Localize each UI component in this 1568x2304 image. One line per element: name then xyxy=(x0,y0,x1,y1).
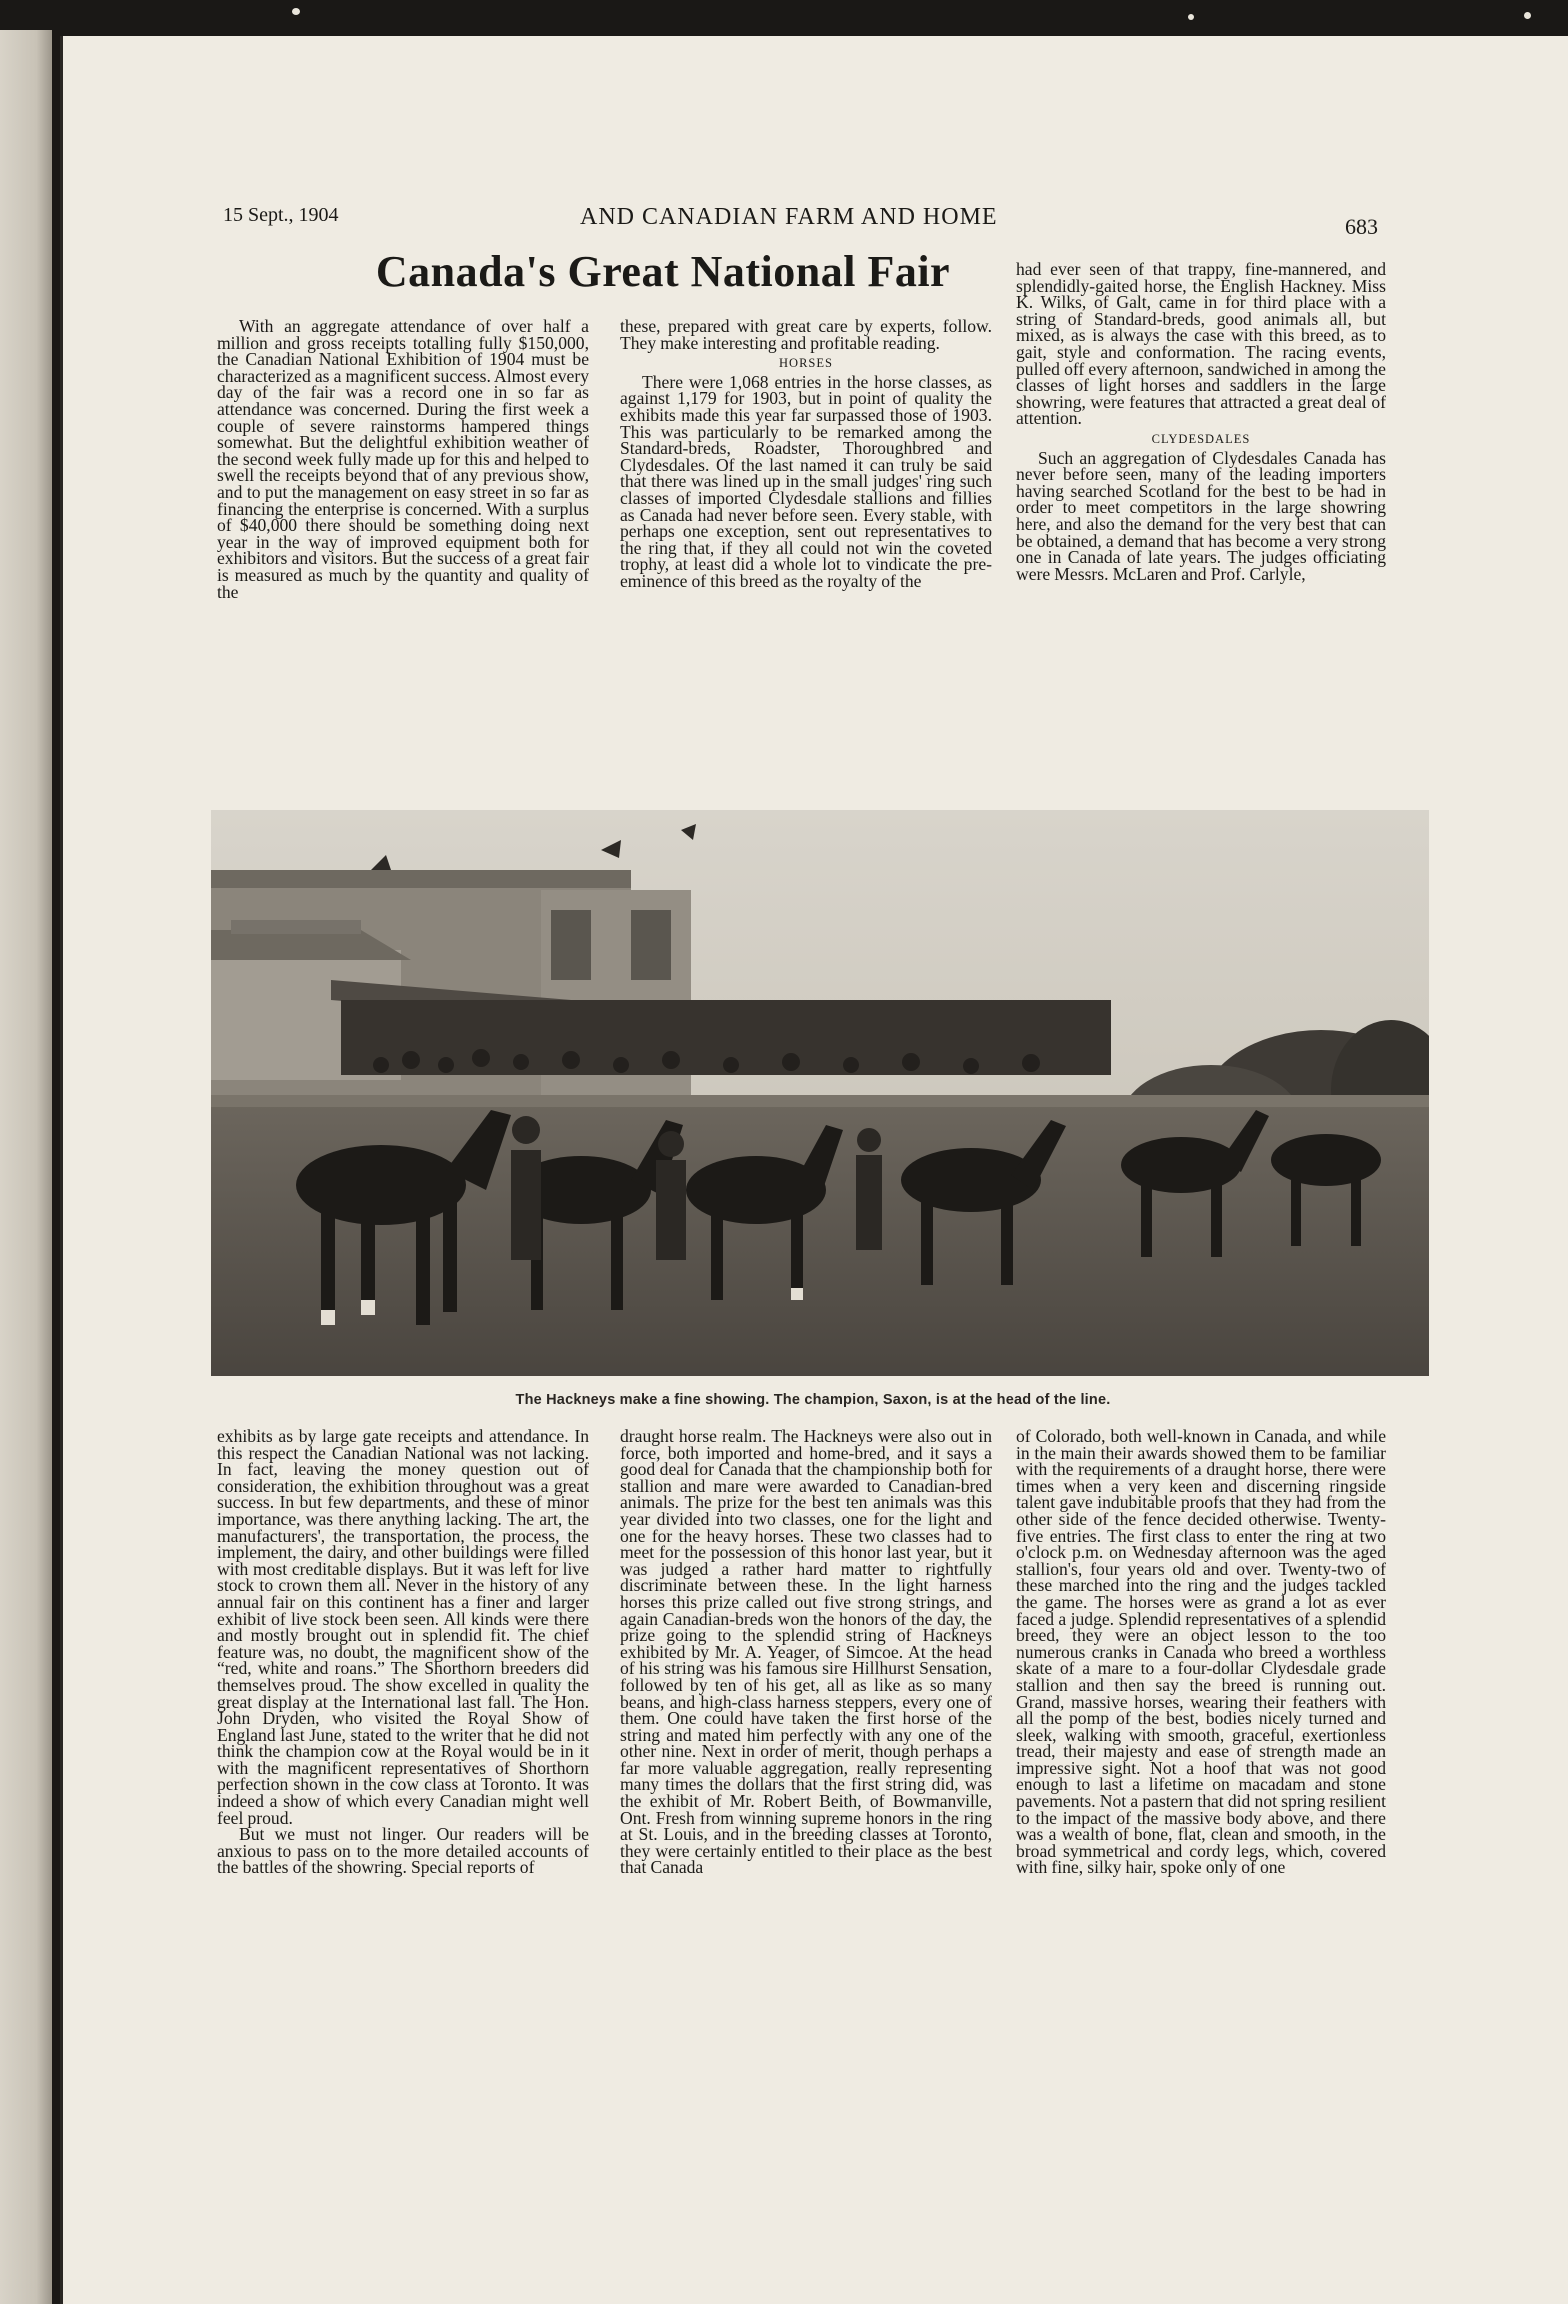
dust-speck xyxy=(292,8,300,15)
column-5 xyxy=(620,1428,992,1876)
photo-illustration xyxy=(211,810,1429,1376)
running-header xyxy=(63,204,1568,244)
section-heading-clydesdales: CLYDESDALES xyxy=(1151,431,1251,446)
column-2 xyxy=(620,318,992,590)
paragraph: of Colorado, both well-known in Canada, and while in the main their awards showed them to be familiar with the requirements of a draught horse, there were times when a very keen and discerning ringside talent gave indubitable proofs that they had from the other side of the fence decided otherwise. Twenty-five entries. The first class to enter the ring at two o'clock p.m. on Wednesday afternoon was the aged stallion's, four years old and over. Twenty-two of these marched into the ring and the judges tackled the game. The horses were as grand a lot as ever faced a judge. Splendid representatives of a splendid breed, they were an object lesson to the too numerous cranks in Canada who breed a worthless skate of a mare to a four-dollar Clydesdale grade stallion and then say the breed is running out. Grand, massive horses, wearing their feathers with all the pomp of the best, bodies nicely turned and sleek, walking with smooth, graceful, exertionless tread, their majesty and ease of strength made an impressive sight. Not a hoof that was not good enough to last a lifetime on macadam and stone pavements. Not a pastern that did not spring resilient to the impact of the massive body above, and there was a wealth of bone, flat, clean and smooth, in the broad symmetrical and cordy legs, which, covered with fine, silky hair, spoke only of one xyxy=(1016,1426,1386,1878)
paragraph: these, prepared with great care by experts, follow. They make interesting and profitable reading. xyxy=(620,316,992,353)
column-4 xyxy=(217,1428,589,1876)
hackneys-photo xyxy=(211,810,1429,1376)
photo-caption: The Hackneys make a fine showing. The champion, Saxon, is at the head of the line. xyxy=(515,1392,1111,1408)
paragraph: With an aggregate attendance of over half a million and gross receipts totalling fully $150,000, the Canadian National Exhibition of 1904 must be characterized as a magnificent success. Almost every day of the fair was a record one in so far as attendance was concerned. During the first week a couple of severe rainstorms hampered things somewhat. But the delightful exhibition weather of the second week fully made up for this and helped to swell the receipts beyond that of any previous show, and to put the management on easy street in so far as financing the enterprise is concerned. With a surplus of $40,000 there should be something doing next year in the way of improved equipment both for exhibitors and visitors. But the success of a great fair is measured as much by the quantity and quality of the xyxy=(217,316,589,602)
paragraph: But we must not linger. Our readers will be anxious to pass on to the more detailed accounts of the battles of the showring. Special reports of xyxy=(217,1824,589,1878)
section-heading-horses: HORSES xyxy=(779,356,833,371)
dust-speck xyxy=(1188,14,1194,20)
paragraph: exhibits as by large gate receipts and attendance. In this respect the Canadian National was not lacking. In fact, leaving the money question out of consideration, the exhibition throughout was a great success. In but few departments, and these of minor importance, was there anything lacking. The art, the manufacturers', the transportation, the process, the implement, the dairy, and other buildings were filled with most creditable displays. But it was left for live stock to crown them all. Never in the history of any annual fair on this continent has a finer and larger exhibit of live stock been seen. All kinds were there and mostly brought out in splendid fit. The chief feature was, no doubt, the magnificent show of the “red, white and roans.” The Shorthorn breeders did themselves proud. The show excelled in quality the great display at the International last fall. The Hon. John Dryden, who visited the Royal Show of England last June, stated to the writer that he did not think the champion cow at the Royal would be in it with the magnificent representatives of Shorthorn perfection shown in the cow class at Toronto. It was indeed a show of which every Canadian might well feel proud. xyxy=(217,1426,589,1828)
column-1 xyxy=(217,318,589,600)
article-title: Canada's Great National Fair xyxy=(375,247,951,296)
dust-speck xyxy=(1524,12,1531,19)
issue-date: 15 Sept., 1904 xyxy=(223,204,339,226)
paragraph: had ever seen of that trappy, fine-mannered, and splendidly-gaited horse, the English Hackney. Miss K. Wilks, of Galt, came in for third place with a string of Standard-breds, good animals all, but mixed, as is always the case with this breed, as to gait, style and conformation. The racing events, pulled off every afternoon, sandwiched in among the classes of light horses and saddlers in the large showring, were features that attracted a great deal of attention. xyxy=(1016,259,1386,429)
paragraph: Such an aggregation of Clydesdales Canada has never before seen, many of the leading importers having searched Scotland for the best to be had in order to meet competitors in the large showring here, and also the demand for the very best that can be obtained, a demand that has become a very strong one in Canada of late years. The judges officiating were Messrs. McLaren and Prof. Carlyle, xyxy=(1016,447,1386,584)
column-6 xyxy=(1016,1428,1386,1876)
paragraph: There were 1,068 entries in the horse classes, as against 1,179 for 1903, but in point of quality the exhibits made this year far surpassed those of 1903. This was particularly to be remarked among the Standard-breds, Roadster, Thoroughbred and Clydesdales. Of the last named it can truly be said that there was lined up in the small judges' ring such classes of imported Clydesdale stallions and fillies as Canada had never before seen. Every stable, with perhaps one exception, sent out representatives to the ring that, if they all could not win the coveted trophy, at least did a whole lot to vindicate the pre-eminence of this breed as the royalty of the xyxy=(620,371,992,591)
page xyxy=(60,36,1568,2304)
running-title: AND CANADIAN FARM AND HOME xyxy=(580,204,998,230)
paragraph: draught horse realm. The Hackneys were also out in force, both imported and home-bred, and it says a good deal for Canada that the championship both for stallion and mare were awarded to Canadian-bred animals. The prize for the best ten animals was this year divided into two classes, one for the light and one for the heavy horses. These two classes had to meet for the possession of this honor last year, but it was judged a rather hard matter to rightfully discriminate between these. In the light harness horses this prize called out five strong strings, and again Canadian-breds won the honors of the day, the prize going to the splendid string of Hackneys exhibited by Mr. A. Yeager, of Simcoe. At the head of his string was his famous sire Hillhurst Sensation, followed by ten of his get, all as like as so many beans, and high-class harness steppers, every one of them. One could have taken the first horse of the string and mated him perfectly with any one of the other nine. Next in order of merit, though perhaps a far more valuable aggregation, really representing many times the dollars that the first string did, was the exhibit of Mr. Robert Beith, of Bowmanville, Ont. Fresh from winning supreme honors in the ring at St. Louis, and in the breeding classes at Toronto, they were certainly entitled to their place as the best that Canada xyxy=(620,1426,992,1878)
page-number: 683 xyxy=(1345,214,1378,239)
column-3 xyxy=(1016,261,1386,582)
previous-page-edge xyxy=(0,30,52,2304)
